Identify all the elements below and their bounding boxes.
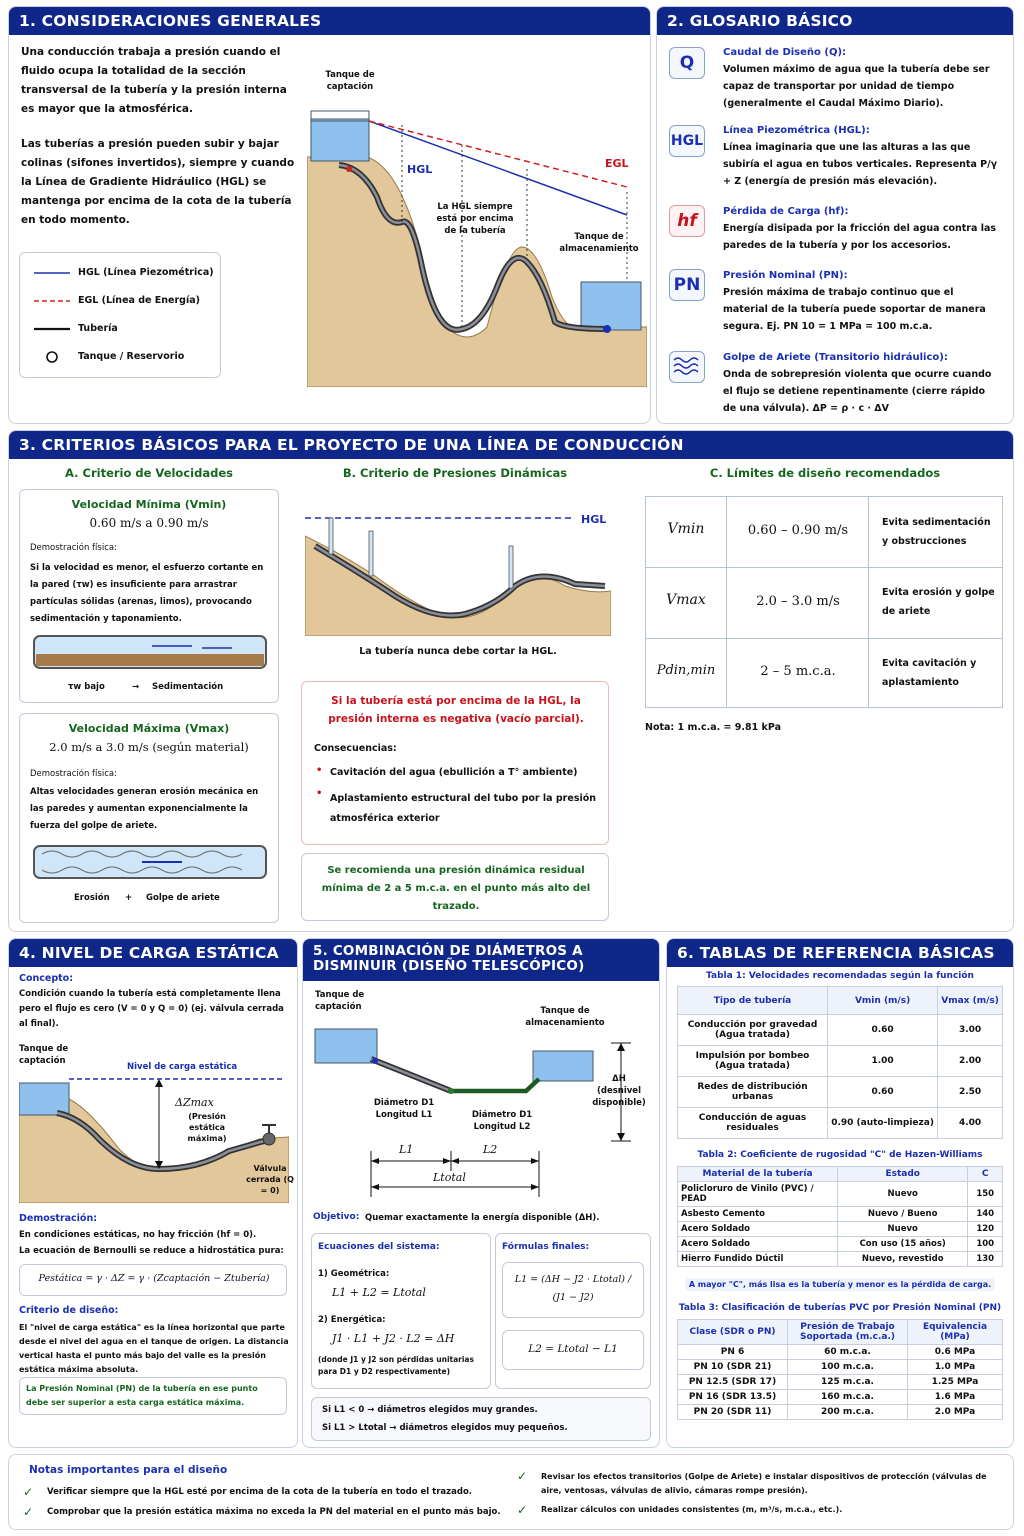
s5-lt-label: Ltotal — [433, 1171, 466, 1184]
t2-note: A mayor "C", más lisa es la tubería y menor es la pérdida de carga. — [685, 1278, 995, 1291]
t3-r2c1: 125 m.c.a. — [788, 1375, 908, 1390]
s4-concept-title: Concepto: — [19, 973, 74, 984]
section-1-panel — [8, 6, 651, 424]
t1-r2c0: Redes de distribución urbanas — [678, 1077, 828, 1108]
water-hammer-icon — [669, 351, 705, 383]
t1-r2c1: 0.60 — [828, 1077, 938, 1108]
limits-note-vmin: Evita sedimentación y obstrucciones — [882, 517, 991, 547]
glossary-q-icon: Q — [669, 47, 705, 79]
bullet-icon: • — [316, 788, 323, 799]
gloss-hf-title: Pérdida de Carga (hf): — [723, 206, 849, 217]
vmax-demo-label: Demostración física: — [30, 769, 117, 779]
s1-egl-label: EGL — [605, 157, 629, 170]
t2-r2c2: 120 — [968, 1222, 1003, 1237]
section-2-panel — [656, 6, 1014, 424]
section-5-panel — [302, 938, 660, 1448]
s5-ff2-box — [502, 1330, 644, 1370]
t3-r3c1: 160 m.c.a. — [788, 1390, 908, 1405]
t2-h1: Estado — [838, 1167, 968, 1182]
t3-r1c2: 1.0 MPa — [908, 1360, 1003, 1375]
limits-sym-vmin: Vmin — [667, 521, 705, 537]
t2-r4c2: 130 — [968, 1252, 1003, 1267]
t3-r0c2: 0.6 MPa — [908, 1345, 1003, 1360]
s4-concept: Condición cuando la tubería está completamente llena pero el flujo es cero (V = 0 y Q = 0) (ej. válvula cerrada al final). — [19, 989, 284, 1029]
t2-r2c0: Acero Soldado — [678, 1222, 838, 1237]
section-1-title: 1. CONSIDERACIONES GENERALES — [9, 7, 650, 35]
gloss-q-desc: Volumen máximo de agua que la tubería debe ser capaz de transportar por unidad de tiempo (generalmente el Caudal Máximo Diario). — [723, 64, 990, 109]
s3b-bullet-2: Aplastamiento estructural del tubo por la presión atmosférica exterior — [330, 793, 597, 824]
s4-tank-label: Tanque de captación — [19, 1044, 69, 1066]
check-icon: ✓ — [517, 1503, 528, 1517]
t3-r0c0: PN 6 — [678, 1345, 788, 1360]
t3-h2: Equivalencia (MPa) — [908, 1320, 1003, 1345]
section-3-title: 3. CRITERIOS BÁSICOS PARA EL PROYECTO DE UNA LÍNEA DE CONDUCCIÓN — [9, 431, 1013, 459]
t1-r3c2: 4.00 — [938, 1108, 1003, 1139]
s5-eq1-title: 1) Geométrica: — [318, 1269, 390, 1279]
s5-d1-label: Diámetro D1 Longitud L1 — [373, 1098, 435, 1120]
note-4: Realizar cálculos con unidades consistentes (m, m³/s, m.c.a., etc.). — [541, 1505, 843, 1514]
t1-r3c0: Conducción de aguas residuales — [678, 1108, 828, 1139]
legend-tank: Tanque / Reservorio — [78, 351, 185, 362]
legend-egl: EGL (Línea de Energía) — [78, 295, 200, 306]
s1-tank2-label: Tanque de almacenamiento — [559, 232, 639, 254]
note-3: Revisar los efectos transitorios (Golpe de Ariete) e instalar dispositivos de protección (válvulas de aire, ventosas, válvulas de alivio, cámaras rompe presión). — [541, 1472, 987, 1495]
limits-sym-vmax: Vmax — [666, 592, 706, 608]
glossary-hf-icon: hf — [669, 205, 705, 237]
s5-tank1-label: Tanque de captación — [315, 990, 365, 1012]
vmin-desc: Si la velocidad es menor, el esfuerzo cortante en la pared (τw) es insuficiente para arrastrar partículas sólidas (arenas, limos), provocando sedimentación y taponamiento. — [30, 563, 264, 624]
t3-r4c1: 200 m.c.a. — [788, 1405, 908, 1420]
s5-eq-title: Ecuaciones del sistema: — [318, 1242, 440, 1252]
sediment-pipe-icon — [32, 632, 268, 672]
bullet-icon: • — [316, 765, 323, 776]
s3c-title: C. Límites de diseño recomendados — [709, 466, 941, 480]
s5-eq2-note: (donde J1 y J2 son pérdidas unitarias para D1 y D2 respectivamente) — [318, 1355, 474, 1376]
section-5-title: 5. COMBINACIÓN DE DIÁMETROS A DISMINUIR (DISEÑO TELESCÓPICO) — [303, 939, 659, 981]
t2-title: Tabla 2: Coeficiente de rugosidad "C" de Hazen-Williams — [697, 1150, 983, 1160]
s1-note-label: La HGL siempre está por encima de la tubería — [436, 202, 514, 236]
t2-r4c0: Hierro Fundido Dúctil — [678, 1252, 838, 1267]
section-3-panel — [8, 430, 1014, 932]
glossary-pn-icon: PN — [669, 269, 705, 301]
s5-l1-label: L1 — [399, 1143, 414, 1156]
s5-eq2-title: 2) Energética: — [318, 1315, 386, 1325]
s4-formula: Pestática = γ · ΔZ = γ · (Zcaptación − Ztubería) — [38, 1273, 270, 1284]
s4-demo-title: Demostración: — [19, 1213, 98, 1224]
vmax-plus: + — [125, 893, 133, 903]
t2-r4c1: Nuevo, revestido — [838, 1252, 968, 1267]
table-row — [678, 1405, 1003, 1420]
limits-note-vmax: Evita erosión y golpe de ariete — [882, 587, 995, 617]
s4-formula-box — [19, 1264, 287, 1296]
table-row — [678, 1237, 1003, 1252]
t2-r2c1: Nuevo — [838, 1222, 968, 1237]
t3-r3c0: PN 16 (SDR 13.5) — [678, 1390, 788, 1405]
s3a-title: A. Criterio de Velocidades — [65, 466, 233, 480]
limits-val-vmax: 2.0 – 3.0 m/s — [756, 594, 840, 609]
check-icon: ✓ — [23, 1505, 34, 1519]
s5-tank2-label: Tanque de almacenamiento — [525, 1006, 605, 1028]
s4-valve-label: Válvula cerrada (Q = 0) — [246, 1164, 294, 1195]
gloss-hgl-desc: Línea imaginaria que une las alturas a las que subiría el agua en tubos verticales. Representa P/γ + Z (energía de presión más elevación). — [723, 142, 998, 187]
s5-obj-title: Objetivo: — [313, 1212, 360, 1222]
table-row — [678, 1360, 1003, 1375]
check-icon: ✓ — [517, 1469, 528, 1483]
vmax-caption-b: Golpe de ariete — [146, 893, 220, 903]
t2-r0c2: 150 — [968, 1182, 1003, 1207]
s5-notes-box — [311, 1397, 651, 1441]
section-4-panel — [8, 938, 298, 1448]
vmin-caption-a: τw bajo — [68, 682, 105, 692]
limits-note-pdin: Evita cavitación y aplastamiento — [882, 658, 977, 688]
s4-green-box — [19, 1377, 287, 1415]
vmin-arrow: → — [132, 682, 140, 692]
s1-hgl-label: HGL — [407, 163, 433, 176]
table-pvc-pn — [677, 1319, 1003, 1420]
t2-h2: C — [968, 1167, 1003, 1182]
gloss-ariete-title: Golpe de Ariete (Transitorio hidráulico): — [723, 352, 948, 363]
table-row — [678, 1390, 1003, 1405]
notes-panel — [8, 1454, 1014, 1530]
gloss-ariete-desc: Onda de sobrepresión violenta que ocurre cuando el flujo se detiene repentinamente (cierre rápido de una válvula). ΔP = ρ · c · ΔV — [723, 369, 992, 414]
s3b-pressure-diagram — [305, 506, 611, 636]
t2-r0c1: Nuevo — [838, 1182, 968, 1207]
t2-r3c1: Con uso (15 años) — [838, 1237, 968, 1252]
gloss-q-title: Caudal de Diseño (Q): — [723, 47, 847, 58]
s1-paragraph-1: Una conducción trabaja a presión cuando el fluido ocupa la totalidad de la sección transversal de la tubería y la presión interna es mayor que la atmosférica. — [21, 46, 287, 115]
s5-obj: Quemar exactamente la energía disponible (ΔH). — [365, 1213, 600, 1223]
section-2-title: 2. GLOSARIO BÁSICO — [657, 7, 1013, 35]
vmin-title: Velocidad Mínima (Vmin) — [71, 498, 227, 511]
s5-ff-title: Fórmulas finales: — [502, 1242, 590, 1252]
gloss-hf-desc: Energía disipada por la fricción del agua contra las paredes de la tubería y por los accesorios. — [723, 223, 997, 251]
table-row — [678, 1108, 1003, 1139]
vmax-desc: Altas velocidades generan erosión mecánica en las paredes y aumentan exponencialmente la fuerza del golpe de ariete. — [30, 787, 259, 831]
s3b-hgl-label: HGL — [581, 513, 607, 526]
s5-ff1-box — [502, 1262, 644, 1318]
s5-d2-label: Diámetro D1 Longitud L2 — [471, 1110, 533, 1132]
s5-eq1: L1 + L2 = Ltotal — [332, 1286, 426, 1299]
s5-ff2: L2 = Ltotal − L1 — [528, 1343, 618, 1355]
vmax-caption-a: Erosión — [74, 893, 110, 903]
table-row — [678, 1252, 1003, 1267]
t2-r1c2: 140 — [968, 1207, 1003, 1222]
t2-r3c0: Acero Soldado — [678, 1237, 838, 1252]
t1-r0c0: Conducción por gravedad (Agua tratada) — [678, 1015, 828, 1046]
t1-r1c2: 2.00 — [938, 1046, 1003, 1077]
section-4-title: 4. NIVEL DE CARGA ESTÁTICA — [9, 939, 297, 967]
table-row — [678, 1077, 1003, 1108]
s3b-title: B. Criterio de Presiones Dinámicas — [342, 466, 568, 480]
t3-r4c2: 2.0 MPa — [908, 1405, 1003, 1420]
s4-dz-note: (Presión estática máxima) — [187, 1112, 227, 1143]
table-row — [678, 1345, 1003, 1360]
t1-r1c0: Impulsión por bombeo (Agua tratada) — [678, 1046, 828, 1077]
t3-r4c0: PN 20 (SDR 11) — [678, 1405, 788, 1420]
section-6-title: 6. TABLAS DE REFERENCIA BÁSICAS — [667, 939, 1013, 967]
t3-r3c2: 1.6 MPa — [908, 1390, 1003, 1405]
t3-h1: Presión de Trabajo Soportada (m.c.a.) — [788, 1320, 908, 1345]
limits-val-pdin: 2 – 5 m.c.a. — [760, 664, 836, 679]
t2-r3c2: 100 — [968, 1237, 1003, 1252]
t2-h0: Material de la tubería — [678, 1167, 838, 1182]
table-row — [678, 1222, 1003, 1237]
t1-r3c1: 0.90 (auto-limpieza) — [828, 1108, 938, 1139]
s4-demo-1: En condiciones estáticas, no hay fricción (hf = 0). — [19, 1230, 257, 1240]
vmax-value: 2.0 m/s a 3.0 m/s (según material) — [49, 740, 249, 754]
vmin-value: 0.60 m/s a 0.90 m/s — [89, 516, 209, 530]
table-row — [678, 1207, 1003, 1222]
s4-level-label: Nivel de carga estática — [127, 1062, 238, 1072]
t1-r2c2: 2.50 — [938, 1077, 1003, 1108]
t3-r1c0: PN 10 (SDR 21) — [678, 1360, 788, 1375]
s3b-recommend: Se recomienda una presión dinámica residual mínima de 2 a 5 m.c.a. en el punto más alto del trazado. — [321, 865, 591, 912]
s1-tank1-label: Tanque de captación — [325, 70, 375, 92]
t1-r0c2: 3.00 — [938, 1015, 1003, 1046]
t1-h1: Vmin (m/s) — [828, 987, 938, 1015]
note-2: Comprobar que la presión estática máxima no exceda la PN del material en el punto más bajo. — [47, 1507, 501, 1517]
s3c-nota: Nota: 1 m.c.a. = 9.81 kPa — [645, 722, 781, 733]
t3-r2c0: PN 12.5 (SDR 17) — [678, 1375, 788, 1390]
s4-crit: El "nivel de carga estática" es la línea horizontal que parte desde el nivel del agua en el tanque de origen. La distancia vertical hasta el punto más bajo del valle es la presión estática máxima absoluta. — [19, 1323, 289, 1374]
table-row — [678, 1375, 1003, 1390]
s4-dz-label: ΔZmax — [175, 1096, 214, 1109]
table-row — [678, 1046, 1003, 1077]
table-velocities — [677, 986, 1003, 1139]
gloss-pn-desc: Presión máxima de trabajo continuo que el material de la tubería puede soportar de manera segura. Ej. PN 10 = 1 MPa = 100 m.c.a. — [723, 287, 986, 332]
legend-symbols — [32, 263, 72, 373]
s5-eq-box — [311, 1233, 491, 1389]
table-row — [678, 1015, 1003, 1046]
s5-ff1: L1 = (ΔH − J2 · Ltotal) / (J1 − J2) — [514, 1274, 632, 1303]
s3b-caption: La tubería nunca debe cortar la HGL. — [359, 646, 557, 657]
s1-legend — [19, 252, 221, 378]
s5-l2-label: L2 — [483, 1143, 498, 1156]
notes-title: Notas importantes para el diseño — [29, 1464, 228, 1476]
s3b-consequences: Consecuencias: — [314, 743, 397, 754]
s5-eq2: J1 · L1 + J2 · L2 = ΔH — [332, 1332, 455, 1345]
check-icon: ✓ — [23, 1485, 34, 1499]
t2-r0c0: Policloruro de Vinilo (PVC) / PEAD — [678, 1182, 838, 1207]
s5-note-1: Si L1 < 0 → diámetros elegidos muy grandes. — [322, 1405, 538, 1415]
limits-sym-pdin: Pdin,min — [656, 663, 716, 678]
gloss-pn-title: Presión Nominal (PN): — [723, 270, 848, 281]
gloss-hgl-title: Línea Piezométrica (HGL): — [723, 125, 870, 136]
t2-r1c0: Asbesto Cemento — [678, 1207, 838, 1222]
s3b-bullet-1: Cavitación del agua (ebullición a T° ambiente) — [330, 767, 578, 778]
t3-r1c1: 100 m.c.a. — [788, 1360, 908, 1375]
legend-pipe: Tubería — [78, 323, 118, 334]
section-6-panel — [666, 938, 1014, 1448]
vmin-card — [19, 489, 279, 703]
t1-r0c1: 0.60 — [828, 1015, 938, 1046]
t1-h2: Vmax (m/s) — [938, 987, 1003, 1015]
vmax-card — [19, 713, 279, 923]
s1-paragraph-2: Las tuberías a presión pueden subir y bajar colinas (sifones invertidos), siempre y cuando la Línea de Gradiente Hidráulico (HGL) se mantenga por encima de la cota de la tubería en todo momento. — [21, 138, 295, 226]
table-header-row — [678, 1167, 1003, 1182]
limits-val-vmin: 0.60 – 0.90 m/s — [747, 523, 849, 538]
vmin-demo-label: Demostración física: — [30, 543, 117, 553]
t2-r1c1: Nuevo / Bueno — [838, 1207, 968, 1222]
vmax-title: Velocidad Máxima (Vmax) — [68, 722, 230, 735]
erosion-pipe-icon — [32, 842, 268, 882]
t3-r0c1: 60 m.c.a. — [788, 1345, 908, 1360]
s5-dh-label: ΔH (desnivel disponible) — [592, 1074, 646, 1108]
s3b-warning: Si la tubería está por encima de la HGL, la presión interna es negativa (vacío parcial). — [328, 695, 584, 725]
s3b-recommend-box — [301, 853, 609, 921]
limits-table — [645, 496, 1003, 708]
t3-h0: Clase (SDR o PN) — [678, 1320, 788, 1345]
s4-green-note: La Presión Nominal (PN) de la tubería en ese punto debe ser superior a esta carga estática máxima. — [26, 1384, 258, 1407]
table-row — [678, 1182, 1003, 1207]
s4-crit-title: Criterio de diseño: — [19, 1305, 119, 1316]
t1-h0: Tipo de tubería — [678, 987, 828, 1015]
t1-r1c1: 1.00 — [828, 1046, 938, 1077]
s4-demo-2: La ecuación de Bernoulli se reduce a hidrostática pura: — [19, 1246, 284, 1256]
vmin-caption-b: Sedimentación — [152, 682, 224, 692]
s5-note-2: Si L1 > Ltotal → diámetros elegidos muy pequeños. — [322, 1423, 568, 1433]
table-hazen — [677, 1166, 1003, 1267]
legend-hgl: HGL (Línea Piezométrica) — [78, 267, 214, 278]
s3b-warning-box — [301, 681, 609, 845]
t1-title: Tabla 1: Velocidades recomendadas según la función — [706, 971, 974, 981]
table-header-row — [678, 1320, 1003, 1345]
t3-title: Tabla 3: Clasificación de tuberías PVC por Presión Nominal (PN) — [678, 1303, 1002, 1313]
t3-r2c2: 1.25 MPa — [908, 1375, 1003, 1390]
glossary-hgl-icon: HGL — [669, 125, 705, 157]
note-1: Verificar siempre que la HGL esté por encima de la cota de la tubería en todo el trazado. — [47, 1487, 473, 1497]
table-header-row — [678, 987, 1003, 1015]
s5-ff-box — [495, 1233, 651, 1389]
